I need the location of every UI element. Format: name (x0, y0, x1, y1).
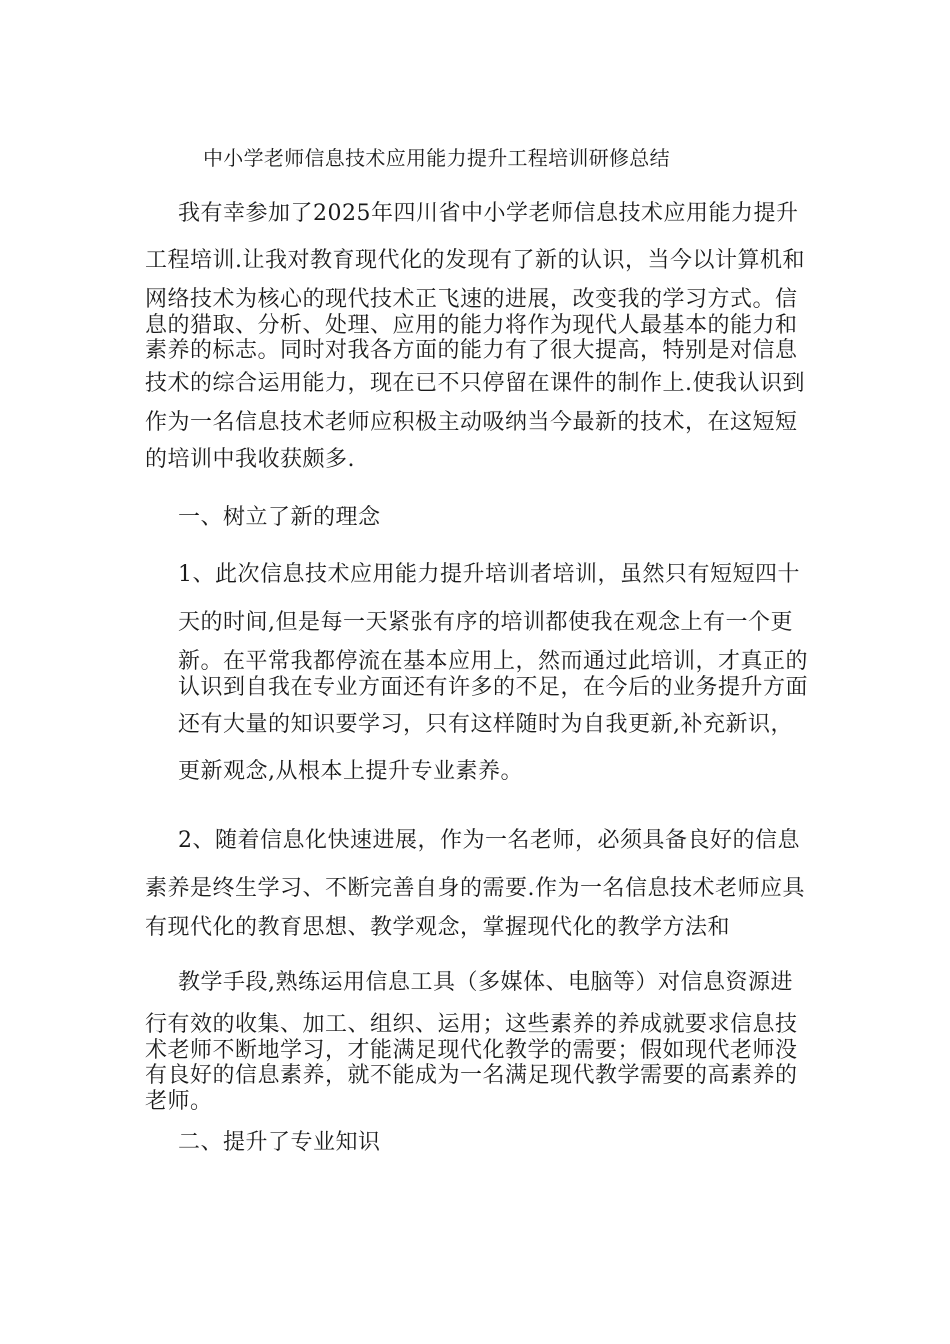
paragraph-line: 我有幸参加了2025年四川省中小学老师信息技术应用能力提升 (178, 201, 799, 226)
paragraph-line: 2、随着信息化快速进展，作为一名老师，必须具备良好的信息 (178, 828, 800, 853)
paragraph-line: 息的猎取、分析、处理、应用的能力将作为现代人最基本的能力和 (145, 313, 798, 338)
paragraph-line: 的培训中我收获颇多. (145, 447, 355, 472)
paragraph-line: 更新观念,从根本上提升专业素养。 (178, 759, 523, 784)
paragraph-line: 素养是终生学习、不断完善自身的需要.作为一名信息技术老师应具 (145, 876, 805, 901)
paragraph-line: 还有大量的知识要学习，只有这样随时为自我更新,补充新识， (178, 712, 793, 737)
paragraph-line: 术老师不断地学习，才能满足现代化教学的需要；假如现代老师没 (145, 1038, 798, 1063)
paragraph-line: 有现代化的教育思想、教学观念，掌握现代化的教学方法和 (145, 915, 731, 940)
section-heading: 二、提升了专业知识 (178, 1130, 381, 1155)
paragraph-line: 技术的综合运用能力，现在已不只停留在课件的制作上.使我认识到 (145, 371, 805, 396)
paragraph-line: 老师。 (145, 1089, 213, 1114)
paragraph-line: 1、此次信息技术应用能力提升培训者培训，虽然只有短短四十 (178, 562, 800, 587)
paragraph-line: 认识到自我在专业方面还有许多的不足，在今后的业务提升方面 (178, 675, 809, 700)
section-heading: 一、树立了新的理念 (178, 505, 381, 530)
paragraph-line: 天的时间,但是每一天紧张有序的培训都使我在观念上有一个更 (178, 610, 793, 635)
paragraph-line: 工程培训.让我对教育现代化的发现有了新的认识，当今以计算机和 (145, 248, 805, 273)
paragraph-line: 有良好的信息素养，就不能成为一名满足现代教学需要的高素养的 (145, 1063, 798, 1088)
paragraph-line: 行有效的收集、加工、组织、运用；这些素养的养成就要求信息技 (145, 1012, 798, 1037)
document-title: 中小学老师信息技术应用能力提升工程培训研修总结 (203, 146, 670, 170)
paragraph-line: 教学手段,熟练运用信息工具（多媒体、电脑等）对信息资源进 (178, 970, 793, 995)
paragraph-line: 新。在平常我都停流在基本应用上，然而通过此培训，才真正的 (178, 649, 809, 674)
paragraph-line: 网络技术为核心的现代技术正飞速的进展，改变我的学习方式。信 (145, 287, 798, 312)
paragraph-line: 素养的标志。同时对我各方面的能力有了很大提高，特别是对信息 (145, 338, 798, 363)
paragraph-line: 作为一名信息技术老师应积极主动吸纳当今最新的技术，在这短短 (145, 410, 798, 435)
